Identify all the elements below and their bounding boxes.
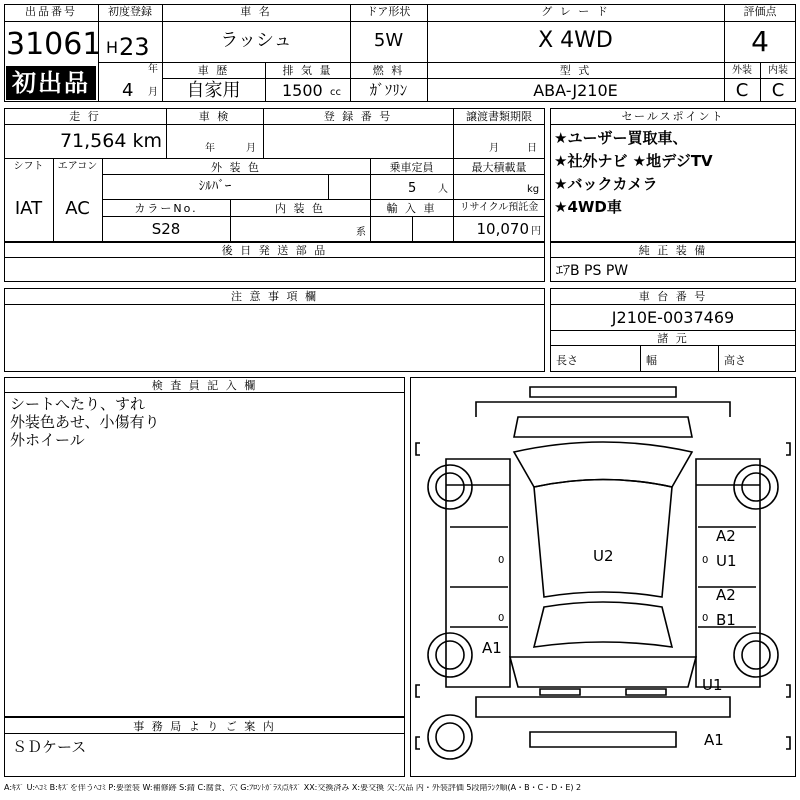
hood (514, 417, 692, 437)
color-no: S28 (151, 220, 181, 238)
capacity-unit: 人 (438, 184, 448, 195)
rear-hatch (510, 657, 696, 687)
inspector-line: 外ホイール (10, 431, 85, 449)
width-label: 幅 (646, 354, 657, 367)
color-no-label: カラーNo. (134, 202, 198, 215)
mirror-left (416, 443, 420, 455)
damage-mark: A1 (482, 639, 502, 657)
fuel-label: 燃 料 (372, 64, 405, 77)
zero-mark: 0 (498, 555, 505, 566)
grade: X 4WD (538, 28, 613, 53)
ac-label: エアコン (57, 161, 98, 172)
roof (534, 480, 672, 598)
score-label: 評価点 (743, 5, 777, 18)
kg-unit: kg (527, 184, 540, 195)
interior-label: 内装 (768, 65, 788, 76)
rear-right-wheel (734, 633, 778, 677)
reg-month: 4 (122, 80, 134, 101)
equipment-label: 純 正 装 備 (638, 244, 708, 257)
rear-left-wheel (428, 633, 472, 677)
capacity-label: 乗車定員 (389, 161, 434, 174)
cc-unit: cc (330, 87, 341, 98)
inspector-label: 検 査 員 記 入 欄 (151, 379, 258, 392)
door-type: 5W (373, 30, 404, 51)
year-unit: 年 (148, 64, 158, 75)
score: 4 (751, 25, 769, 58)
front-right-wheel (734, 465, 778, 509)
history: 自家用 (186, 80, 241, 101)
sales-point: ★4WD車 (554, 198, 622, 216)
car-diagram-drawing (410, 377, 796, 777)
door-label: ドア形状 (366, 5, 411, 18)
inspection-month-unit: 月 (246, 143, 256, 154)
int-color-label: 内 装 色 (275, 202, 325, 215)
front-bumper (476, 387, 730, 417)
rear-window (534, 602, 672, 647)
car-name-label: 車 名 (240, 5, 272, 18)
lot-no-label: 出品番号 (25, 5, 77, 18)
ext-color-label: 外 装 色 (211, 161, 261, 174)
transfer-day-unit: 日 (527, 143, 537, 154)
history-label: 車 歴 (197, 64, 230, 77)
displacement-label: 排 気 量 (282, 64, 333, 77)
yen-unit: 円 (531, 226, 541, 237)
damage-mark: A2 (716, 586, 736, 604)
notes-label: 注 意 事 項 欄 (231, 290, 318, 303)
transfer-month-unit: 月 (489, 143, 499, 154)
zero-mark: 0 (702, 555, 709, 566)
legend: A:ｷｽﾞ U:ﾍｺﾐ B:ｷｽﾞを伴うﾍｺﾐ P:要塗装 W:補修跡 S:錆 C:腐食、穴 G:ﾌﾛﾝﾄｶﾞﾗｽ点ｷｽﾞ XX:交換済み X:要交換 欠:欠品 内・外装評価 5段階ﾗﾝｸ順(A・B・C・D・E) 2 (4, 784, 582, 792)
int-color-unit: 系 (356, 227, 366, 238)
reg-year: 23 (119, 33, 150, 61)
height-label: 高さ (724, 354, 746, 367)
office-note: ＳＤケース (12, 738, 87, 756)
chassis-label: 車 台 番 号 (638, 290, 708, 303)
rear-bumper (476, 697, 730, 747)
ext-color: ｼﾙﾊﾞｰ (198, 179, 232, 194)
mileage: 71,564 km (59, 130, 162, 152)
capacity: 5 (408, 181, 417, 196)
damage-mark: U2 (593, 547, 614, 565)
model-code: ABA-J210E (533, 81, 618, 100)
rear-lamps (540, 689, 666, 695)
zero-mark: 0 (702, 613, 709, 624)
inspection-label: 車 検 (198, 110, 231, 123)
chassis-number: J210E-0037469 (611, 308, 735, 327)
lot-number: 31061 (6, 27, 102, 62)
import-label: 輸 入 車 (386, 202, 437, 215)
sales-point: ★社外ナビ ★地デジTV (554, 152, 713, 170)
front-left-wheel (428, 465, 472, 509)
inspector-line: シートへたり、すれ (10, 395, 146, 413)
zero-mark: 0 (498, 613, 505, 624)
recycle-label: リサイクル預託金 (459, 202, 539, 213)
spec-label: 諸 元 (657, 332, 689, 345)
reg-era: H (106, 38, 119, 57)
month-unit: 月 (148, 87, 158, 98)
sales-label: セールスポイント (621, 110, 725, 123)
sales-point: ★バックカメラ (554, 175, 658, 193)
damage-mark: A1 (704, 731, 724, 749)
displacement: 1500 (282, 81, 323, 100)
exterior-grade: C (735, 80, 749, 101)
sales-point: ★ユーザー買取車、 (554, 129, 688, 147)
length-label: 長さ (556, 354, 578, 367)
inspector-line: 外装色あせ、小傷有り (10, 413, 160, 431)
car-name: ラッシュ (220, 30, 292, 51)
office-label: 事 務 局 よ り ご 案 内 (133, 720, 276, 733)
transfer-deadline-label: 譲渡書類期限 (466, 110, 532, 123)
damage-mark: U1 (716, 552, 737, 570)
model-label: 型 式 (559, 64, 592, 77)
fuel: ｶﾞｿﾘﾝ (369, 81, 408, 99)
damage-mark: U1 (702, 676, 723, 694)
mirror-right (786, 443, 790, 455)
left-doors (450, 527, 508, 627)
exterior-label: 外装 (732, 65, 752, 76)
damage-mark: A2 (716, 527, 736, 545)
equipment-value: ｴｱB PS PW (556, 263, 629, 279)
inspection-year-unit: 年 (205, 143, 215, 154)
damage-mark: B1 (716, 611, 736, 629)
right-body (696, 459, 760, 687)
max-load-label: 最大積載量 (471, 161, 527, 174)
shift: IAT (14, 198, 43, 219)
first-listing-badge: 初出品 (6, 66, 96, 100)
mileage-label: 走 行 (69, 110, 101, 123)
grade-label: グ レ ー ド (541, 5, 610, 18)
first-reg-label: 初度登録 (108, 5, 152, 18)
interior-grade: C (771, 80, 785, 101)
later-parts-label: 後 日 発 送 部 品 (221, 244, 328, 257)
recycle-fee: 10,070 (476, 220, 529, 238)
ac: AC (65, 198, 90, 219)
shift-label: シフト (13, 161, 44, 172)
reg-number-label: 登 録 番 号 (323, 110, 393, 123)
spare-wheel (428, 715, 472, 759)
